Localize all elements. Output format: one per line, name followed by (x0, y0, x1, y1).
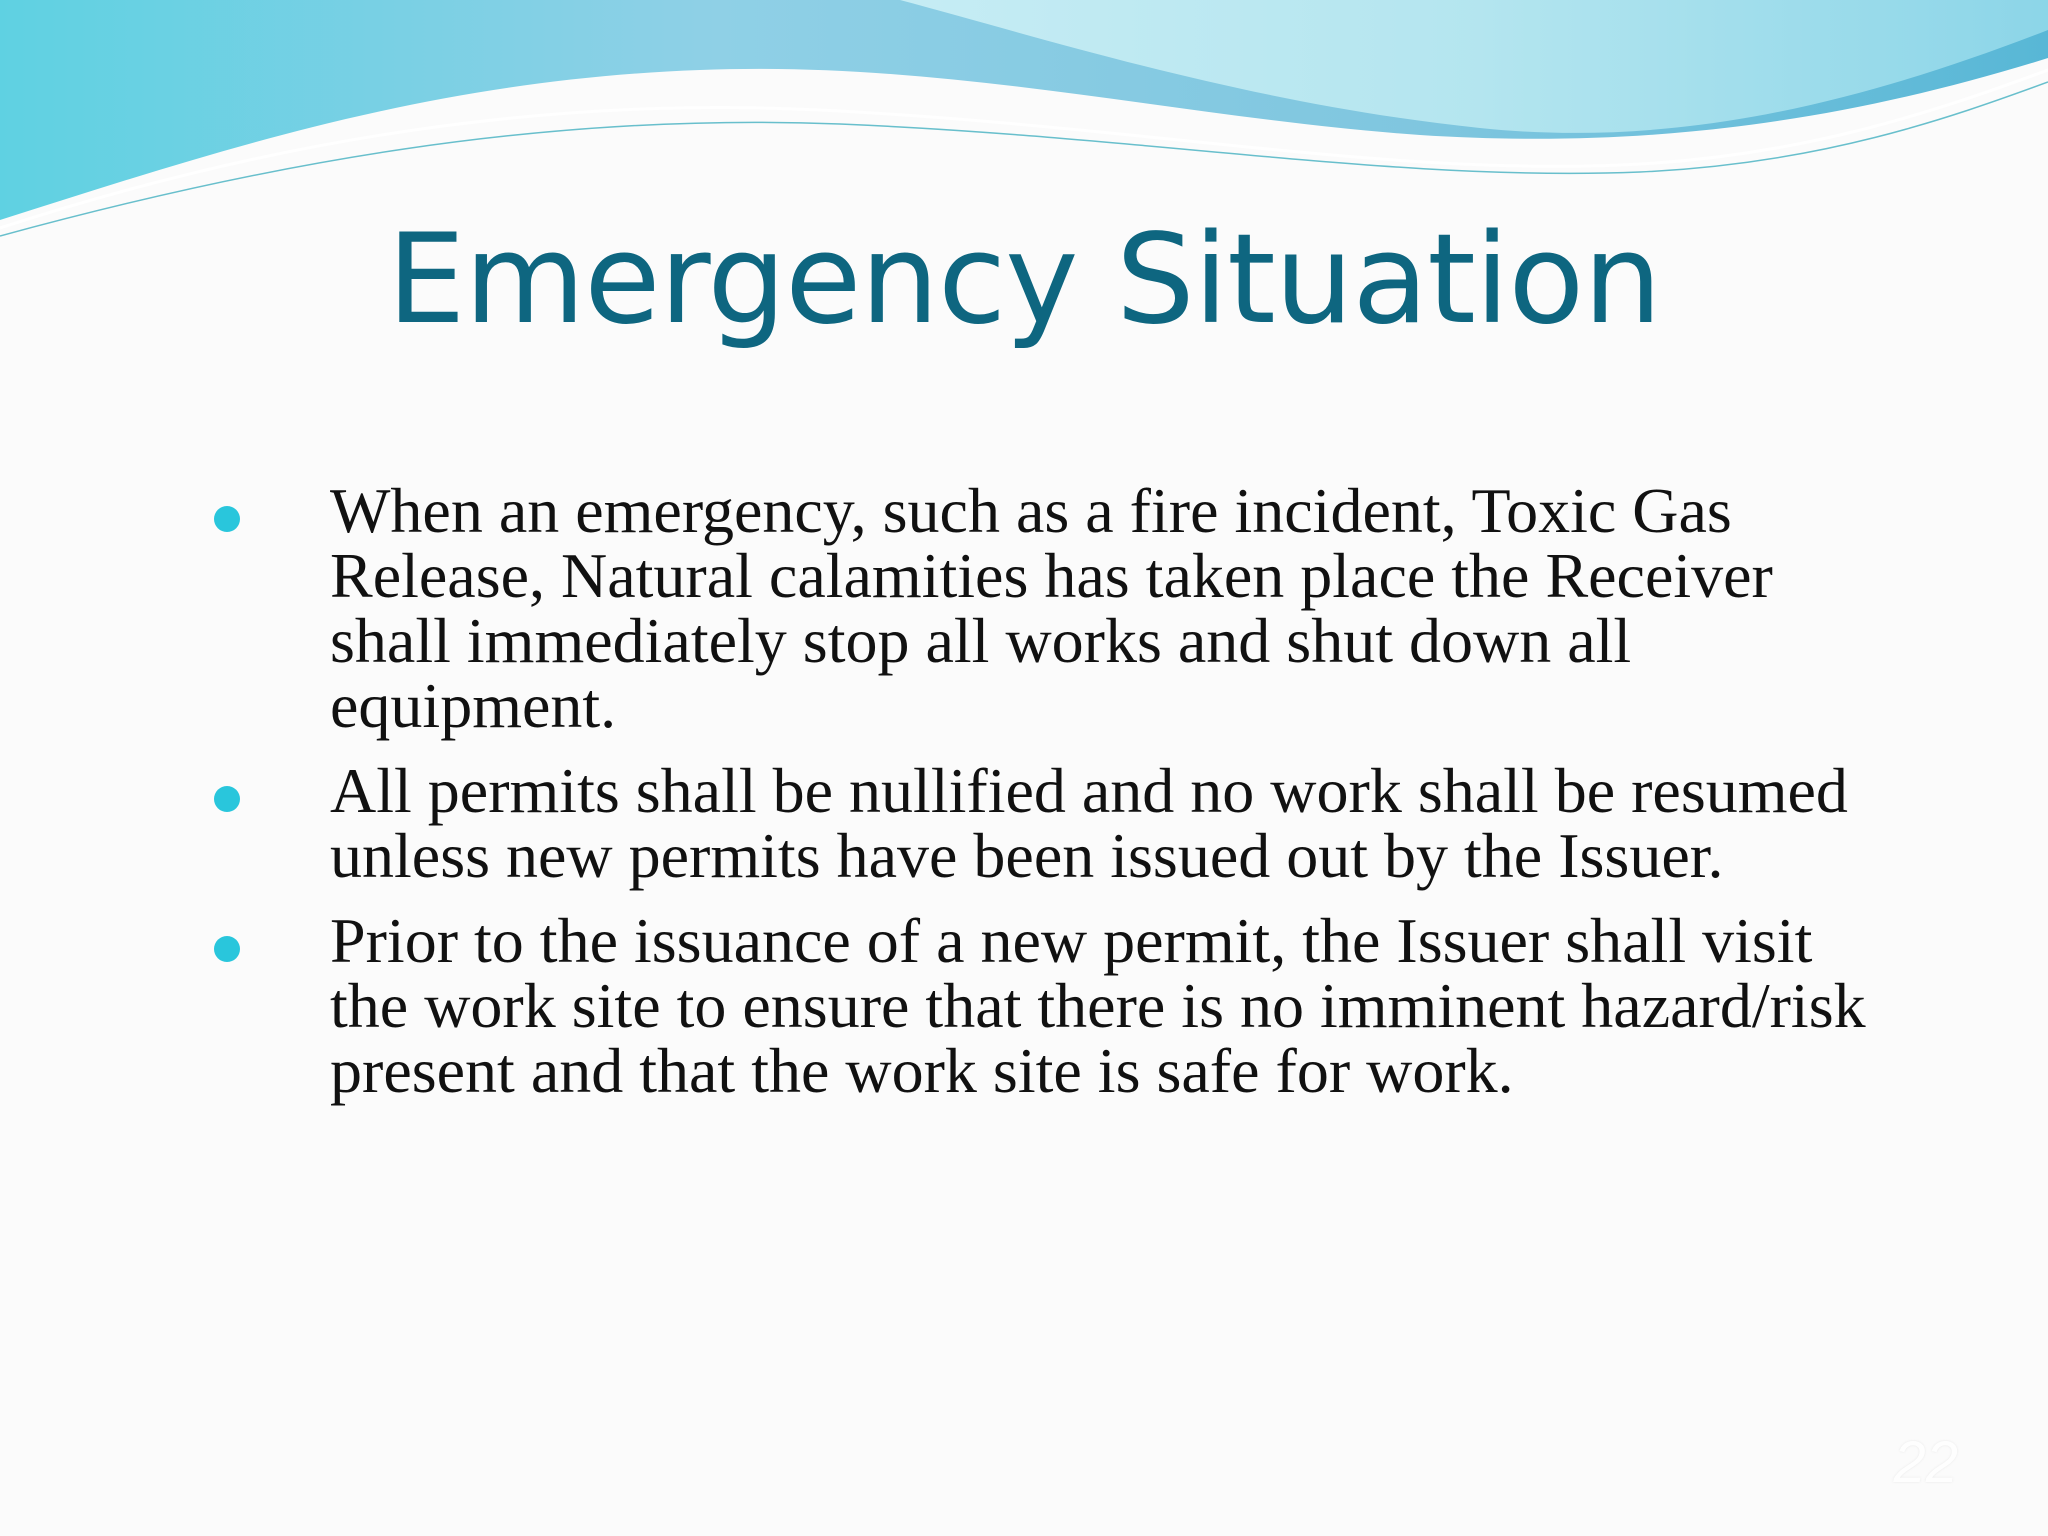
bullet-icon (214, 786, 240, 812)
slide-number: 22 (1893, 1430, 1958, 1495)
slide-title: Emergency Situation (387, 208, 1661, 352)
list-item (200, 475, 1900, 741)
list-item (200, 755, 1900, 891)
bullet-text: All permits shall be nullified and no work shall be resumed unless new permits have been issued out by the Issuer. (330, 755, 1848, 891)
bullet-icon (214, 936, 240, 962)
decorative-wave-header (0, 0, 2048, 240)
bullet-icon (214, 506, 240, 532)
bullet-text: Prior to the issuance of a new permit, the Issuer shall visit the work site to ensure that there is no imminent hazard/risk present and that the work site is safe for work. (330, 905, 1866, 1106)
bullet-text: When an emergency, such as a fire incident, Toxic Gas Release, Natural calamities has taken place the Receiver shall immediately stop all works and shut down all equipment. (330, 475, 1773, 741)
bullet-list (200, 475, 1900, 1123)
list-item (200, 905, 1900, 1106)
